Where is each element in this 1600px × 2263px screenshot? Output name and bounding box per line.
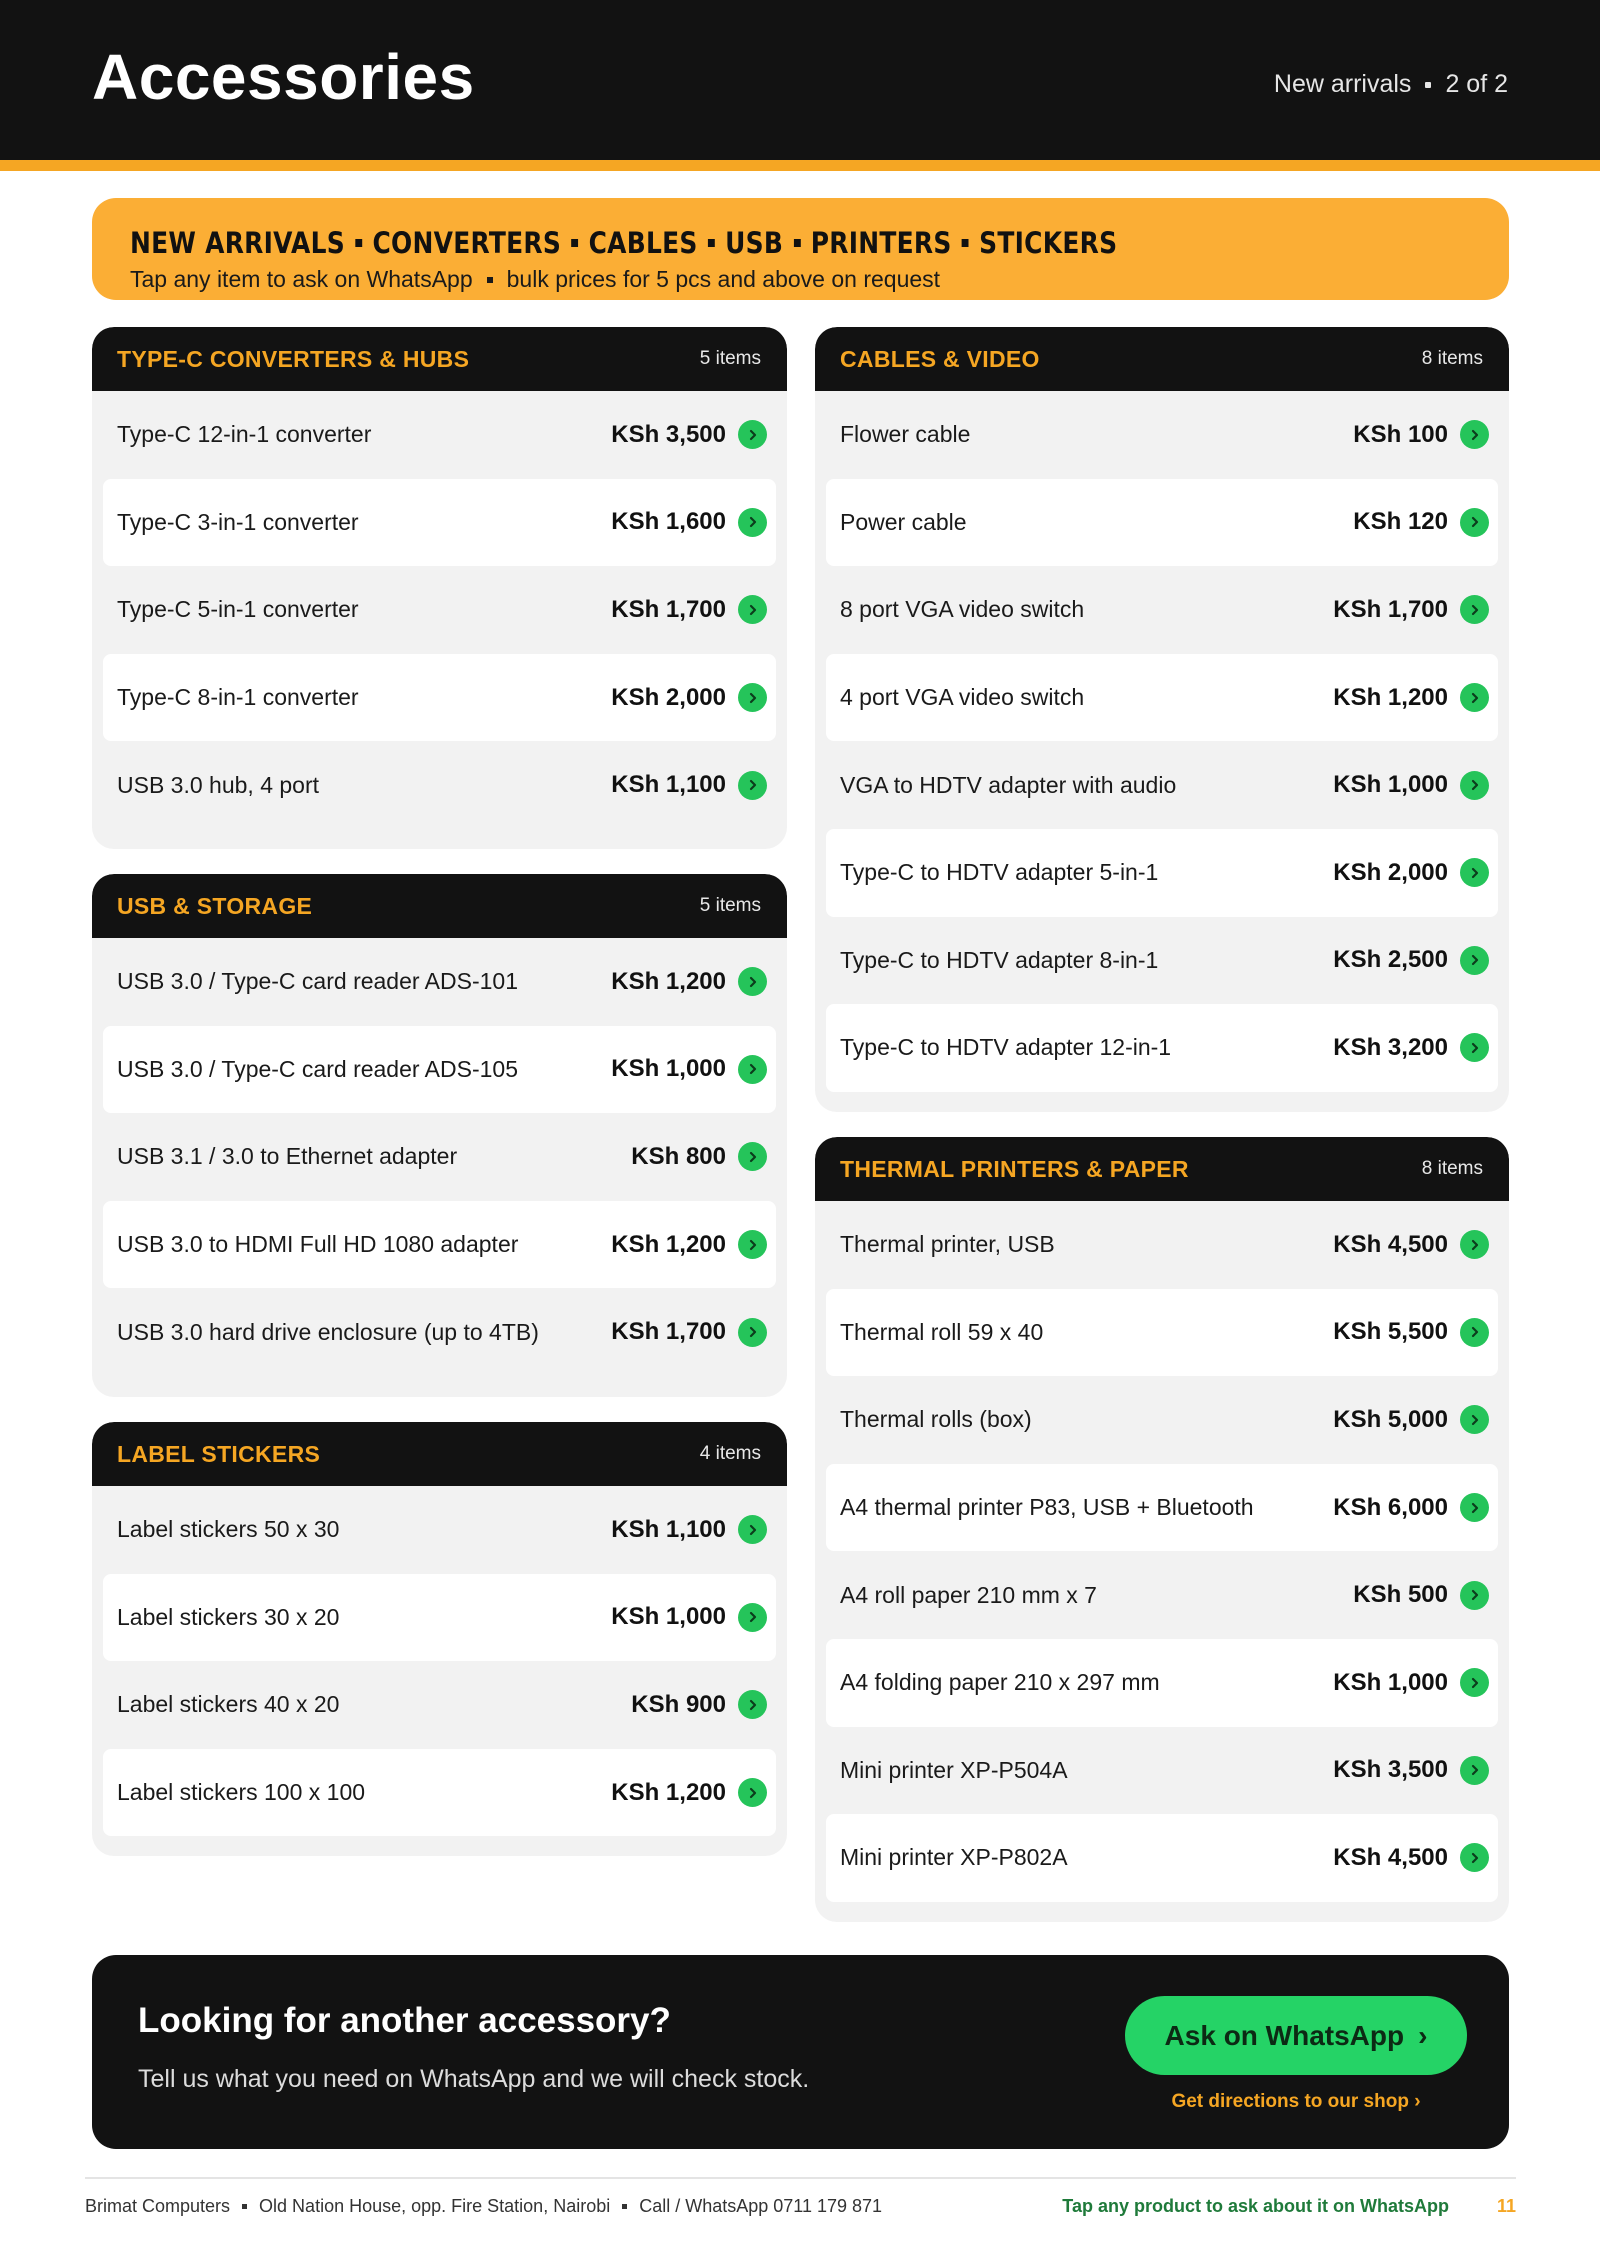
product-row[interactable]: [826, 1814, 1498, 1902]
category-header: [815, 1137, 1509, 1201]
category-header: [92, 327, 787, 391]
whatsapp-arrow-icon[interactable]: [1460, 1668, 1489, 1697]
whatsapp-arrow-icon[interactable]: [738, 420, 767, 449]
whatsapp-arrow-icon[interactable]: [1460, 1405, 1489, 1434]
product-row[interactable]: [826, 654, 1498, 742]
product-name: USB 3.0 / Type-C card reader ADS-105: [117, 1055, 518, 1082]
banner-headline-part: CONVERTERS: [372, 226, 562, 260]
product-price: KSh 1,700: [1333, 595, 1448, 623]
product-list: [92, 938, 787, 1387]
product-row[interactable]: [103, 1486, 776, 1574]
product-price-group: [611, 1318, 767, 1347]
product-row[interactable]: [103, 1574, 776, 1662]
category-title: THERMAL PRINTERS & PAPER: [840, 1155, 1189, 1182]
whatsapp-arrow-icon[interactable]: [1460, 420, 1489, 449]
product-price: KSh 3,500: [1333, 1756, 1448, 1784]
product-price: KSh 3,200: [1333, 1033, 1448, 1061]
banner-headline-part: PRINTERS: [810, 226, 952, 260]
product-price-group: [611, 420, 767, 449]
product-row[interactable]: [826, 829, 1498, 917]
category-card-label-stickers: [92, 1422, 787, 1856]
product-name: A4 folding paper 210 x 297 mm: [840, 1669, 1160, 1696]
product-row[interactable]: [826, 566, 1498, 654]
product-name: USB 3.1 / 3.0 to Ethernet adapter: [117, 1143, 458, 1170]
product-name: A4 roll paper 210 mm x 7: [840, 1581, 1097, 1608]
category-header: [92, 874, 787, 938]
product-row[interactable]: [826, 741, 1498, 829]
product-price-group: [611, 683, 767, 712]
product-name: Type-C 3-in-1 converter: [117, 508, 359, 535]
product-price-group: [611, 1603, 767, 1632]
product-row[interactable]: [103, 1201, 776, 1289]
product-row[interactable]: [103, 1026, 776, 1114]
whatsapp-arrow-icon[interactable]: [738, 683, 767, 712]
product-price: KSh 4,500: [1333, 1843, 1448, 1871]
whatsapp-arrow-icon[interactable]: [1460, 946, 1489, 975]
product-row[interactable]: [103, 654, 776, 742]
product-name: Type-C 8-in-1 converter: [117, 684, 359, 711]
product-name: Label stickers 50 x 30: [117, 1516, 340, 1543]
get-directions-link[interactable]: Get directions to our shop ›: [1171, 2091, 1421, 2112]
footer-tap-hint: Tap any product to ask about it on WhatsApp: [1062, 2196, 1449, 2216]
whatsapp-arrow-icon[interactable]: [738, 1055, 767, 1084]
product-name: Type-C 12-in-1 converter: [117, 421, 372, 448]
category-card-typec-converters: [92, 327, 787, 849]
product-row[interactable]: [826, 1551, 1498, 1639]
product-name: 8 port VGA video switch: [840, 596, 1085, 623]
ask-on-whatsapp-button[interactable]: [1125, 1996, 1467, 2075]
product-price: KSh 1,700: [611, 595, 726, 623]
product-row[interactable]: [103, 391, 776, 479]
page-footer: [85, 2196, 1516, 2217]
separator-square: [794, 239, 801, 247]
category-item-count: 8 items: [1421, 1158, 1483, 1179]
banner-headline-part: USB: [725, 226, 784, 260]
product-name: 4 port VGA video switch: [840, 684, 1085, 711]
banner-sub-part: bulk prices for 5 pcs and above on request: [506, 266, 941, 292]
banner-headline-part: STICKERS: [979, 226, 1118, 260]
product-name: Label stickers 40 x 20: [117, 1691, 340, 1718]
product-price: KSh 1,200: [611, 967, 726, 995]
product-price: KSh 1,000: [1333, 771, 1448, 799]
product-price: KSh 5,000: [1333, 1405, 1448, 1433]
page-header: [0, 0, 1600, 160]
product-price-group: [1333, 771, 1489, 800]
whatsapp-arrow-icon[interactable]: [1460, 1493, 1489, 1522]
footer-right: [1062, 2196, 1516, 2217]
product-name: Label stickers 30 x 20: [117, 1603, 340, 1630]
product-row[interactable]: [826, 1289, 1498, 1377]
product-price-group: [1333, 1493, 1489, 1522]
new-arrivals-banner: [92, 198, 1509, 300]
whatsapp-arrow-icon[interactable]: [738, 1690, 767, 1719]
product-name: VGA to HDTV adapter with audio: [840, 771, 1177, 798]
product-price-group: [1353, 420, 1489, 449]
product-price: KSh 1,200: [1333, 683, 1448, 711]
banner-headline-part: CABLES: [588, 226, 698, 260]
product-price: KSh 6,000: [1333, 1493, 1448, 1521]
product-price-group: [1333, 683, 1489, 712]
product-list: [815, 391, 1509, 1103]
product-name: Type-C to HDTV adapter 8-in-1: [840, 946, 1159, 973]
product-price: KSh 3,500: [611, 420, 726, 448]
whatsapp-arrow-icon[interactable]: [738, 595, 767, 624]
product-price: KSh 1,700: [611, 1318, 726, 1346]
separator-square: [487, 277, 493, 283]
whatsapp-cta-panel: [92, 1955, 1509, 2149]
whatsapp-arrow-icon[interactable]: [738, 771, 767, 800]
separator-square: [962, 239, 969, 247]
product-price: KSh 900: [631, 1690, 726, 1718]
product-price: KSh 1,200: [611, 1778, 726, 1806]
whatsapp-arrow-icon[interactable]: [738, 1603, 767, 1632]
product-row[interactable]: [826, 479, 1498, 567]
product-price: KSh 5,500: [1333, 1318, 1448, 1346]
whatsapp-arrow-icon[interactable]: [1460, 858, 1489, 887]
whatsapp-arrow-icon[interactable]: [1460, 771, 1489, 800]
product-price-group: [1353, 1581, 1489, 1610]
product-price-group: [1333, 946, 1489, 975]
separator-square: [571, 239, 578, 247]
whatsapp-arrow-icon[interactable]: [738, 1230, 767, 1259]
product-price-group: [1333, 1318, 1489, 1347]
ask-on-whatsapp-label: Ask on WhatsApp: [1164, 2019, 1405, 2051]
product-name: Mini printer XP-P802A: [840, 1844, 1068, 1871]
product-row[interactable]: [103, 1749, 776, 1837]
product-row[interactable]: [826, 1004, 1498, 1092]
whatsapp-arrow-icon[interactable]: [1460, 683, 1489, 712]
product-name: USB 3.0 hard drive enclosure (up to 4TB): [117, 1318, 539, 1345]
separator-square: [622, 2204, 627, 2209]
product-price-group: [1333, 1405, 1489, 1434]
footer-business-name: Brimat Computers: [85, 2196, 231, 2216]
header-accent-stripe: [0, 160, 1600, 171]
product-name: Type-C to HDTV adapter 5-in-1: [840, 859, 1159, 886]
whatsapp-arrow-icon[interactable]: [738, 967, 767, 996]
banner-subtext: [130, 266, 1471, 293]
category-title: USB & STORAGE: [117, 892, 313, 919]
product-name: Mini printer XP-P504A: [840, 1756, 1068, 1783]
product-price-group: [611, 508, 767, 537]
product-price: KSh 2,000: [1333, 858, 1448, 886]
product-price-group: [1333, 1230, 1489, 1259]
whatsapp-arrow-icon[interactable]: [1460, 1843, 1489, 1872]
whatsapp-arrow-icon[interactable]: [1460, 1756, 1489, 1785]
product-name: Thermal rolls (box): [840, 1406, 1032, 1433]
product-name: Type-C to HDTV adapter 12-in-1: [840, 1034, 1172, 1061]
product-name: Thermal roll 59 x 40: [840, 1318, 1044, 1345]
product-list: [815, 1201, 1509, 1913]
cta-subtitle: Tell us what you need on WhatsApp and we will check stock.: [138, 2065, 810, 2093]
product-row[interactable]: [826, 917, 1498, 1005]
product-name: USB 3.0 to HDMI Full HD 1080 adapter: [117, 1231, 519, 1258]
banner-headline-part: NEW ARRIVALS: [130, 226, 345, 260]
whatsapp-arrow-icon[interactable]: [1460, 508, 1489, 537]
category-card-thermal-printers: [815, 1137, 1509, 1922]
page-title: Accessories: [92, 41, 475, 113]
header-subtitle: New arrivals: [1273, 70, 1412, 98]
whatsapp-arrow-icon[interactable]: [1460, 1318, 1489, 1347]
category-title: LABEL STICKERS: [117, 1440, 321, 1467]
category-item-count: 5 items: [699, 895, 761, 916]
footer-contact: [85, 2196, 882, 2217]
product-price: KSh 100: [1353, 420, 1448, 448]
product-row[interactable]: [826, 1376, 1498, 1464]
category-card-usb-storage: [92, 874, 787, 1397]
product-price-group: [611, 1230, 767, 1259]
product-name: USB 3.0 / Type-C card reader ADS-101: [117, 968, 518, 995]
whatsapp-arrow-icon[interactable]: [1460, 1581, 1489, 1610]
category-item-count: 4 items: [699, 1443, 761, 1464]
product-price-group: [1333, 858, 1489, 887]
product-price: KSh 1,100: [611, 1515, 726, 1543]
product-list: [92, 391, 787, 840]
footer-phone[interactable]: Call / WhatsApp 0711 179 871: [639, 2196, 883, 2216]
product-price: KSh 4,500: [1333, 1230, 1448, 1258]
header-meta: [1274, 70, 1508, 99]
page-number: 11: [1496, 2196, 1516, 2216]
separator-square: [355, 239, 362, 247]
product-price: KSh 1,200: [611, 1230, 726, 1258]
product-price-group: [1333, 595, 1489, 624]
product-price: KSh 2,000: [611, 683, 726, 711]
whatsapp-arrow-icon[interactable]: [738, 1515, 767, 1544]
product-name: Power cable: [840, 508, 967, 535]
product-row[interactable]: [103, 741, 776, 829]
separator-square: [242, 2204, 247, 2209]
product-name: A4 thermal printer P83, USB + Bluetooth: [840, 1494, 1254, 1521]
product-price-group: [611, 1515, 767, 1544]
category-card-cables-video: [815, 327, 1509, 1112]
product-list: [92, 1486, 787, 1847]
category-title: CABLES & VIDEO: [840, 345, 1040, 372]
product-row[interactable]: [103, 566, 776, 654]
banner-headline: [130, 226, 1283, 260]
page-indicator: 2 of 2: [1445, 70, 1508, 98]
product-price: KSh 800: [631, 1142, 726, 1170]
category-header: [92, 1422, 787, 1486]
whatsapp-arrow-icon[interactable]: [738, 1778, 767, 1807]
product-row[interactable]: [826, 1464, 1498, 1552]
product-name: Flower cable: [840, 421, 971, 448]
category-item-count: 5 items: [699, 348, 761, 369]
product-price: KSh 1,000: [611, 1603, 726, 1631]
chevron-right-icon: ›: [1418, 2019, 1428, 2051]
product-price-group: [611, 771, 767, 800]
banner-sub-part: Tap any item to ask on WhatsApp: [130, 266, 473, 292]
whatsapp-arrow-icon[interactable]: [1460, 595, 1489, 624]
product-row[interactable]: [826, 1727, 1498, 1815]
product-row[interactable]: [826, 391, 1498, 479]
product-price-group: [611, 967, 767, 996]
product-name: USB 3.0 hub, 4 port: [117, 771, 320, 798]
product-price-group: [611, 595, 767, 624]
product-price: KSh 1,600: [611, 508, 726, 536]
cta-title: Looking for another accessory?: [138, 2001, 671, 2040]
product-price: KSh 500: [1353, 1581, 1448, 1609]
product-price-group: [631, 1142, 767, 1171]
product-row[interactable]: [826, 1639, 1498, 1727]
product-row[interactable]: [103, 1661, 776, 1749]
whatsapp-arrow-icon[interactable]: [738, 1142, 767, 1171]
whatsapp-arrow-icon[interactable]: [1460, 1033, 1489, 1062]
whatsapp-arrow-icon[interactable]: [738, 508, 767, 537]
product-price-group: [1333, 1033, 1489, 1062]
category-title: TYPE-C CONVERTERS & HUBS: [117, 345, 470, 372]
whatsapp-arrow-icon[interactable]: [1460, 1230, 1489, 1259]
product-price-group: [611, 1778, 767, 1807]
product-price-group: [1333, 1756, 1489, 1785]
product-price: KSh 120: [1353, 508, 1448, 536]
whatsapp-arrow-icon[interactable]: [738, 1318, 767, 1347]
separator-square: [708, 239, 715, 247]
product-price-group: [1353, 508, 1489, 537]
separator-dot: [1425, 82, 1431, 88]
product-price-group: [1333, 1843, 1489, 1872]
product-price: KSh 1,000: [1333, 1668, 1448, 1696]
product-row[interactable]: [826, 1201, 1498, 1289]
product-price: KSh 1,000: [611, 1055, 726, 1083]
product-price-group: [611, 1055, 767, 1084]
product-row[interactable]: [103, 1288, 776, 1376]
product-name: Type-C 5-in-1 converter: [117, 596, 359, 623]
category-item-count: 8 items: [1421, 348, 1483, 369]
footer-address: Old Nation House, opp. Fire Station, Nairobi: [259, 2196, 611, 2216]
product-row[interactable]: [103, 479, 776, 567]
product-name: Thermal printer, USB: [840, 1231, 1055, 1258]
product-price: KSh 1,100: [611, 771, 726, 799]
product-price-group: [1333, 1668, 1489, 1697]
footer-divider: [85, 2177, 1516, 2179]
category-header: [815, 327, 1509, 391]
product-row[interactable]: [103, 1113, 776, 1201]
product-price: KSh 2,500: [1333, 946, 1448, 974]
product-row[interactable]: [103, 938, 776, 1026]
product-price-group: [631, 1690, 767, 1719]
product-name: Label stickers 100 x 100: [117, 1779, 366, 1806]
